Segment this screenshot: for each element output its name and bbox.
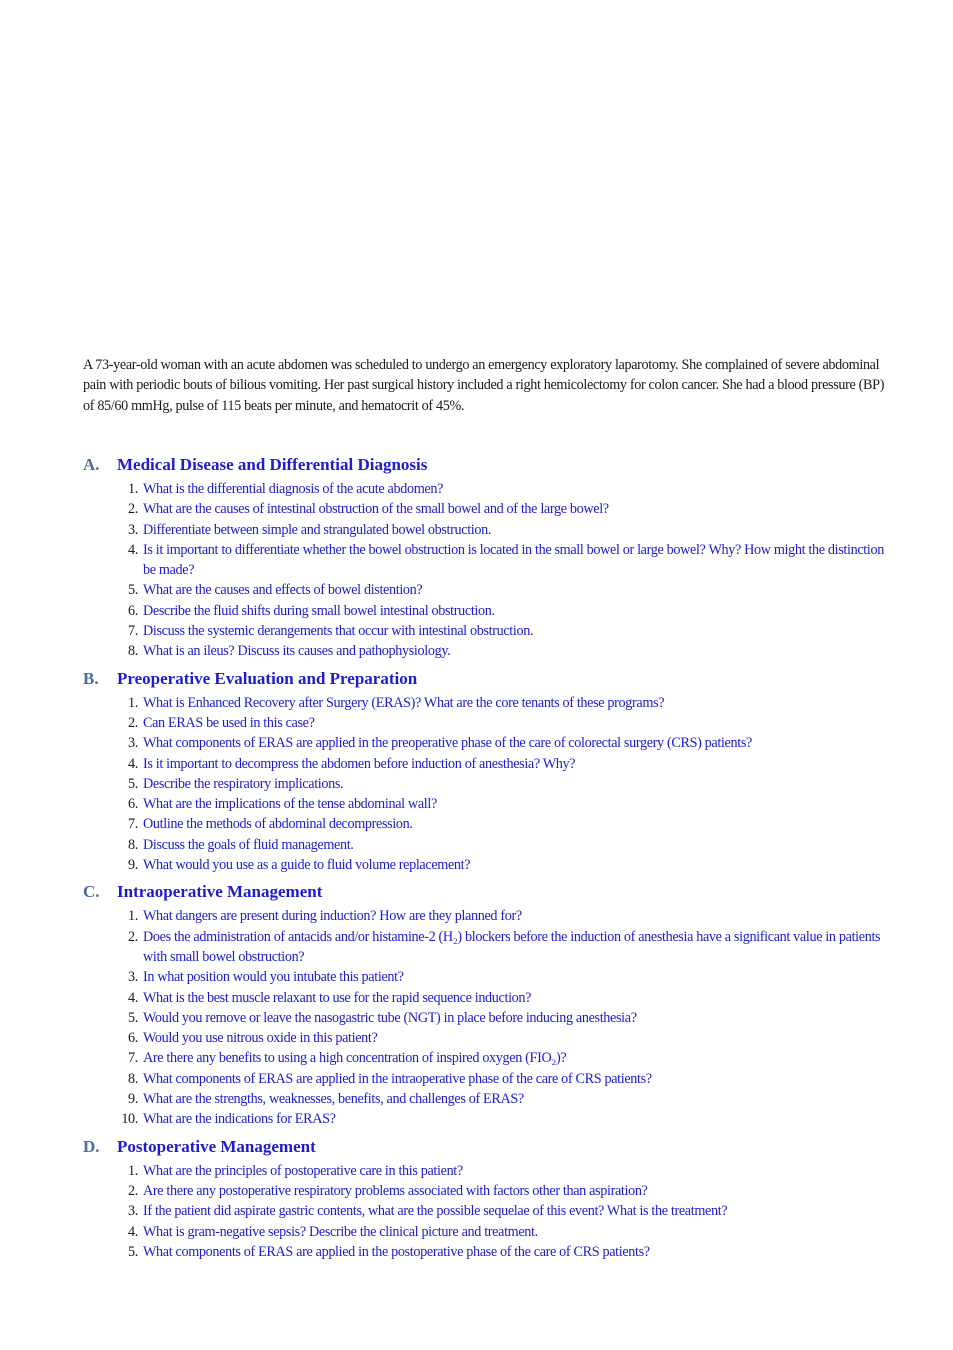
section-letter: B. bbox=[83, 668, 99, 688]
question-link[interactable]: What is Enhanced Recovery after Surgery (ERAS)? What are the core tenants of these programs? bbox=[143, 694, 665, 711]
question-item[interactable] bbox=[83, 693, 888, 713]
question-number: 2. bbox=[128, 928, 138, 945]
question-link[interactable]: Can ERAS be used in this case? bbox=[143, 714, 315, 731]
question-item[interactable] bbox=[83, 621, 888, 641]
question-link[interactable]: What is the best muscle relaxant to use for the rapid sequence induction? bbox=[143, 989, 532, 1006]
question-number: 7. bbox=[128, 816, 138, 833]
question-link[interactable]: Discuss the goals of fluid management. bbox=[143, 836, 354, 853]
question-number: 8. bbox=[128, 643, 138, 660]
question-link[interactable]: Describe the respiratory implications. bbox=[143, 775, 344, 792]
question-item[interactable] bbox=[83, 1028, 888, 1048]
section-heading bbox=[83, 1136, 888, 1157]
question-number: 8. bbox=[128, 836, 138, 853]
question-link[interactable]: What are the implications of the tense abdominal wall? bbox=[143, 796, 437, 813]
question-number: 1. bbox=[128, 1162, 138, 1179]
question-number: 9. bbox=[128, 857, 138, 874]
question-link[interactable]: In what position would you intubate this patient? bbox=[143, 969, 404, 986]
question-item[interactable] bbox=[83, 520, 888, 540]
question-item[interactable] bbox=[83, 540, 888, 581]
section-title: Intraoperative Management bbox=[117, 882, 323, 902]
question-number: 1. bbox=[128, 694, 138, 711]
question-link[interactable]: Is it important to decompress the abdomen before induction of anesthesia? Why? bbox=[143, 755, 576, 772]
question-link[interactable]: If the patient did aspirate gastric contents, what are the possible sequelae of this event? What is the treatment? bbox=[143, 1203, 728, 1220]
question-link[interactable]: Does the administration of antacids and/or histamine-2 (H₂) blockers before the induction of anesthesia have a significant value in patients with small bowel obstruction? bbox=[143, 928, 881, 965]
question-link[interactable]: Is it important to differentiate whether the bowel obstruction is located in the small bowel or large bowel? Why? How might the distinction be made? bbox=[143, 541, 884, 579]
question-number: 2. bbox=[128, 501, 138, 518]
question-item[interactable] bbox=[83, 988, 888, 1008]
section-title: Medical Disease and Differential Diagnosis bbox=[117, 455, 428, 474]
question-number: 4. bbox=[128, 755, 138, 772]
question-number: 9. bbox=[128, 1091, 138, 1108]
question-link[interactable]: What components of ERAS are applied in the preoperative phase of the care of colorectal surgery (CRS) patients? bbox=[143, 735, 752, 752]
question-link[interactable]: Discuss the systemic derangements that occur with intestinal obstruction. bbox=[143, 623, 534, 640]
question-item[interactable] bbox=[83, 641, 888, 661]
question-link[interactable]: Outline the methods of abdominal decompression. bbox=[143, 816, 413, 833]
question-link[interactable]: Describe the fluid shifts during small bowel intestinal obstruction. bbox=[143, 602, 495, 619]
question-item[interactable] bbox=[83, 580, 888, 600]
question-link[interactable]: What is the differential diagnosis of the acute abdomen? bbox=[143, 481, 444, 497]
question-item[interactable] bbox=[83, 1048, 888, 1068]
question-link[interactable]: What are the strengths, weaknesses, benefits, and challenges of ERAS? bbox=[143, 1091, 524, 1108]
question-number: 1. bbox=[128, 908, 138, 925]
question-item[interactable] bbox=[83, 1161, 888, 1181]
question-link[interactable]: Would you use nitrous oxide in this patient? bbox=[143, 1030, 378, 1047]
question-number: 1. bbox=[128, 481, 138, 497]
question-item[interactable] bbox=[83, 1089, 888, 1109]
section-title: Preoperative Evaluation and Preparation bbox=[117, 668, 418, 688]
question-number: 8. bbox=[128, 1070, 138, 1087]
question-number: 7. bbox=[128, 623, 138, 640]
question-number: 6. bbox=[128, 602, 138, 619]
section-letter: C. bbox=[83, 882, 100, 902]
question-link[interactable]: What components of ERAS are applied in the postoperative phase of the care of CRS patients? bbox=[143, 1243, 650, 1260]
question-link[interactable]: Are there any benefits to using a high concentration of inspired oxygen (FIO₂)? bbox=[143, 1050, 567, 1067]
question-link[interactable]: What dangers are present during induction? How are they planned for? bbox=[143, 908, 522, 925]
section-letter: D. bbox=[83, 1136, 100, 1156]
question-item[interactable] bbox=[83, 754, 888, 774]
question-list bbox=[83, 1161, 888, 1262]
question-number: 3. bbox=[128, 735, 138, 752]
case-description: A 73-year-old woman with an acute abdomen was scheduled to undergo an emergency exploratory laparotomy. She complained of severe abdominal pain with periodic bouts of bilious vomiting. Her past surgical history included a right hemicolectomy for colon cancer. She had a blood pressure (BP) of 85/60 mmHg, pulse of 115 beats per minute, and hematocrit of 45%. bbox=[83, 357, 885, 414]
question-number: 4. bbox=[128, 541, 138, 558]
question-number: 3. bbox=[128, 521, 138, 538]
question-number: 6. bbox=[128, 796, 138, 813]
section-heading bbox=[83, 454, 888, 475]
question-link[interactable]: Are there any postoperative respiratory problems associated with factors other than aspiration? bbox=[143, 1182, 648, 1199]
question-item[interactable] bbox=[83, 479, 888, 499]
question-number: 4. bbox=[128, 989, 138, 1006]
question-number: 5. bbox=[128, 1009, 138, 1026]
question-item[interactable] bbox=[83, 733, 888, 753]
question-number: 2. bbox=[128, 714, 138, 731]
question-item[interactable] bbox=[83, 814, 888, 834]
question-link[interactable]: Differentiate between simple and strangulated bowel obstruction. bbox=[143, 521, 492, 538]
question-link[interactable]: What components of ERAS are applied in the intraoperative phase of the care of CRS patients? bbox=[143, 1070, 652, 1087]
question-link[interactable]: What would you use as a guide to fluid volume replacement? bbox=[143, 857, 471, 874]
question-number: 5. bbox=[128, 1243, 138, 1260]
question-number: 5. bbox=[128, 775, 138, 792]
question-item[interactable] bbox=[83, 499, 888, 519]
question-number: 5. bbox=[128, 582, 138, 599]
question-item[interactable] bbox=[83, 855, 888, 875]
question-item[interactable] bbox=[83, 927, 888, 968]
question-item[interactable] bbox=[83, 1222, 888, 1242]
section-preoperative bbox=[83, 668, 888, 876]
section-letter: A. bbox=[83, 455, 100, 474]
question-link[interactable]: Would you remove or leave the nasogastric tube (NGT) in place before inducing anesthesia? bbox=[143, 1009, 637, 1026]
section-title: Postoperative Management bbox=[117, 1136, 316, 1156]
question-number: 3. bbox=[128, 969, 138, 986]
question-number: 3. bbox=[128, 1203, 138, 1220]
question-item[interactable] bbox=[83, 906, 888, 926]
question-list bbox=[83, 479, 888, 662]
question-link[interactable]: What are the indications for ERAS? bbox=[143, 1111, 336, 1128]
section-postoperative bbox=[83, 1136, 888, 1262]
question-item[interactable] bbox=[83, 1069, 888, 1089]
question-item[interactable] bbox=[83, 794, 888, 814]
question-link[interactable]: What is gram-negative sepsis? Describe the clinical picture and treatment. bbox=[143, 1223, 538, 1240]
section-heading bbox=[83, 668, 888, 689]
question-sections bbox=[83, 454, 888, 1268]
question-link[interactable]: What are the principles of postoperative care in this patient? bbox=[143, 1162, 463, 1179]
question-list bbox=[83, 906, 888, 1129]
question-item[interactable] bbox=[83, 1201, 888, 1221]
question-item[interactable] bbox=[83, 1008, 888, 1028]
question-item[interactable] bbox=[83, 835, 888, 855]
question-number: 2. bbox=[128, 1182, 138, 1199]
question-item[interactable] bbox=[83, 601, 888, 621]
question-number: 4. bbox=[128, 1223, 138, 1240]
section-medical-disease bbox=[83, 454, 888, 662]
question-number: 6. bbox=[128, 1030, 138, 1047]
question-link[interactable]: What are the causes and effects of bowel distention? bbox=[143, 582, 423, 599]
question-item[interactable] bbox=[83, 1242, 888, 1262]
question-item[interactable] bbox=[83, 1181, 888, 1201]
question-number: 10. bbox=[121, 1111, 138, 1128]
question-number: 7. bbox=[128, 1050, 138, 1067]
question-link[interactable]: What is an ileus? Discuss its causes and pathophysiology. bbox=[143, 643, 451, 660]
question-link[interactable]: What are the causes of intestinal obstruction of the small bowel and of the large bowel? bbox=[143, 501, 609, 518]
question-item[interactable] bbox=[83, 774, 888, 794]
section-heading bbox=[83, 881, 888, 902]
question-list bbox=[83, 693, 888, 876]
question-item[interactable] bbox=[83, 1109, 888, 1129]
question-item[interactable] bbox=[83, 713, 888, 733]
section-intraoperative bbox=[83, 881, 888, 1129]
question-item[interactable] bbox=[83, 967, 888, 987]
